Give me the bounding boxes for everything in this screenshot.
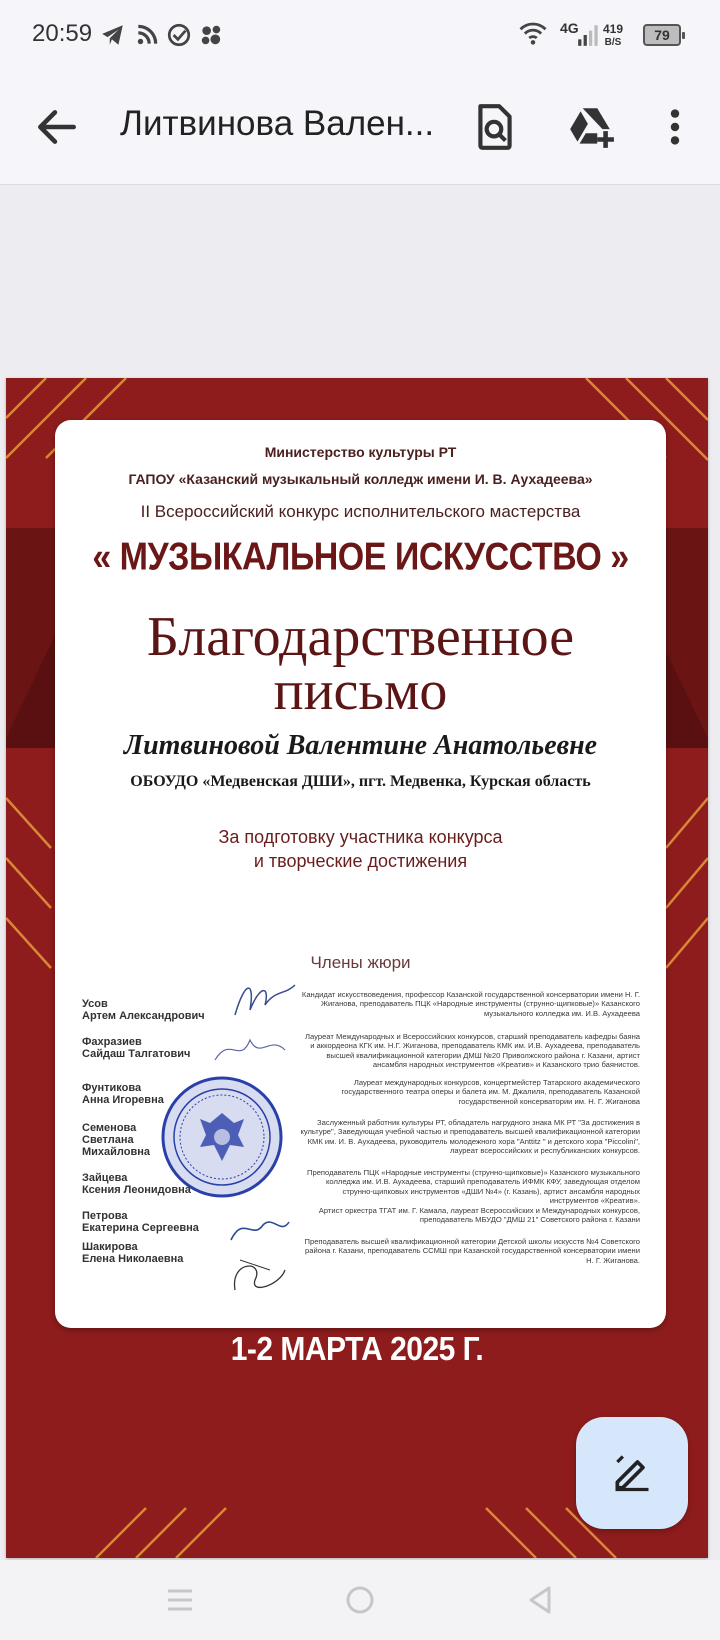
jury-member-description: Лауреат Международных и Всероссийских конкурсов, старший преподаватель кафедры баяна и аккордеона КГК им. Н.Г. Жиганова, преподаватель КМК им. И.В. Аухадеева, преподаватель высшей квалификационной категории ДМШ №20 Приволжского района г. Казани, артист ансамбля народных инструментов «Креатив» и Казанского трио баянистов. (305, 1032, 640, 1070)
apps-icon (198, 22, 224, 48)
recipient-name: Литвиновой Валентине Анатольевне (123, 730, 598, 761)
document-title: Литвинова Вален... (120, 104, 435, 143)
back-triangle-icon[interactable] (522, 1582, 558, 1618)
signal-icon (576, 22, 602, 48)
contest-label: II Всероссийский конкурс исполнительского мастерства (140, 502, 581, 521)
jury-member-name: Семенова Светлана Михайловна (82, 1122, 151, 1158)
contest-name: « МУЗЫКАЛЬНОЕ ИСКУССТВО » (92, 535, 629, 579)
telegram-icon (100, 22, 126, 48)
status-bar (0, 0, 720, 72)
reason-text: За подготовку участника конкурса и творческие достижения (218, 827, 503, 871)
signature-1-icon (230, 975, 300, 1025)
jury-member-description: Кандидат искусствоведения, профессор Казанской государственной консерватории имени Н. Г. Жиганова, преподаватель ПЦК «Народные инструменты (струнно-щипковые)» Казанского музыкального колледжа им. И.В. Аухадеева (301, 990, 640, 1018)
jury-title: Члены жюри (310, 953, 411, 972)
document-viewer[interactable] (0, 185, 720, 1560)
jury-member-description: Преподаватель ПЦК «Народные инструменты (струнно-щипковые)» Казанского музыкального колледжа им. И.В. Аухадеева, старший преподаватель ИФМК КФУ, заведующая отделом струнно-щипковых инструментов «ДШИ №4» (г. Казань), артист ансамбля народных инструментов «Креатив». (307, 1168, 640, 1206)
jury-member-description: Заслуженный работник культуры РТ, обладатель нагрудного знака МК РТ "За достижения в культуре", Заведующая учебной частью и преподаватель высшей квалификационной категории КМК им. И. В. Аухадеева, руководитель молодежного хора "Anttitz " и детского хора "Piccolini", лауреат всероссийских и республиканских конкурсов. (300, 1118, 640, 1156)
check-circle-icon (166, 22, 192, 48)
navigation-bar (0, 1560, 720, 1640)
jury-member-description: Лауреат международных конкурсов, концертмейстер Татарского академического государственного театра оперы и балета им. М. Джалиля, преподаватель Казанской государственной консерватории им. Н. Г. Жиганова (341, 1078, 640, 1106)
network-speed: 419 B/S (603, 22, 624, 48)
jury-member-name: Фахразиев Сайдаш Талгатович (82, 1036, 191, 1060)
drive-add-icon[interactable] (566, 102, 616, 152)
jury-member-description: Артист оркестра ТГАТ им. Г. Камала, лауреат Всероссийских и Международных конкурсов, преподаватель МБУДО "ДМШ 21" Советского района г. Казани (318, 1206, 640, 1225)
edit-fab-button[interactable] (576, 1417, 688, 1529)
jury-member-name: Шакирова Елена Николаевна (82, 1241, 184, 1265)
back-arrow-icon[interactable] (32, 102, 82, 152)
jury-member-description: Преподаватель высшей квалификационной категории Детской школы искусств №4 Советского района г. Казани, преподаватель ССМШ при Казанской государственной консерватории имени Н. Г. Жиганова. (304, 1237, 640, 1265)
event-date: 1-2 МАРТА 2025 Г. (230, 1330, 484, 1368)
search-document-icon[interactable] (470, 102, 520, 152)
jury-member-name: Фунтикова Анна Игоревна (82, 1082, 164, 1106)
network-type: 4G (560, 20, 579, 36)
rss-icon (134, 22, 160, 48)
certificate-card (55, 420, 666, 1328)
document-page[interactable] (6, 378, 708, 1558)
status-time: 20:59 (32, 20, 93, 47)
official-seal-icon (160, 1075, 284, 1199)
organization: ОБОУДО «Медвенская ДШИ», пгт. Медвенка, Курская область (130, 773, 591, 790)
edit-pen-icon (610, 1451, 654, 1495)
battery-indicator: 79 (643, 24, 681, 46)
jury-member-name: Усов Артем Александрович (82, 998, 205, 1022)
jury-member-name: Зайцева Ксения Леонидовна (82, 1172, 191, 1196)
signature-4-icon (223, 1210, 293, 1250)
app-bar (0, 72, 720, 185)
signature-2-icon (210, 1030, 290, 1070)
wifi-icon (518, 18, 548, 48)
college-label: ГАПОУ «Казанский музыкальный колледж имени И. В. Аухадеева» (128, 471, 593, 487)
signature-3-icon (225, 1255, 295, 1300)
more-vert-icon[interactable] (652, 102, 698, 152)
ministry-label: Министерство культуры РТ (264, 444, 457, 460)
jury-member-name: Петрова Екатерина Сергеевна (82, 1210, 199, 1234)
recent-apps-icon[interactable] (162, 1582, 198, 1618)
home-icon[interactable] (342, 1582, 378, 1618)
letter-title: Благодарственное письмо (146, 606, 575, 722)
